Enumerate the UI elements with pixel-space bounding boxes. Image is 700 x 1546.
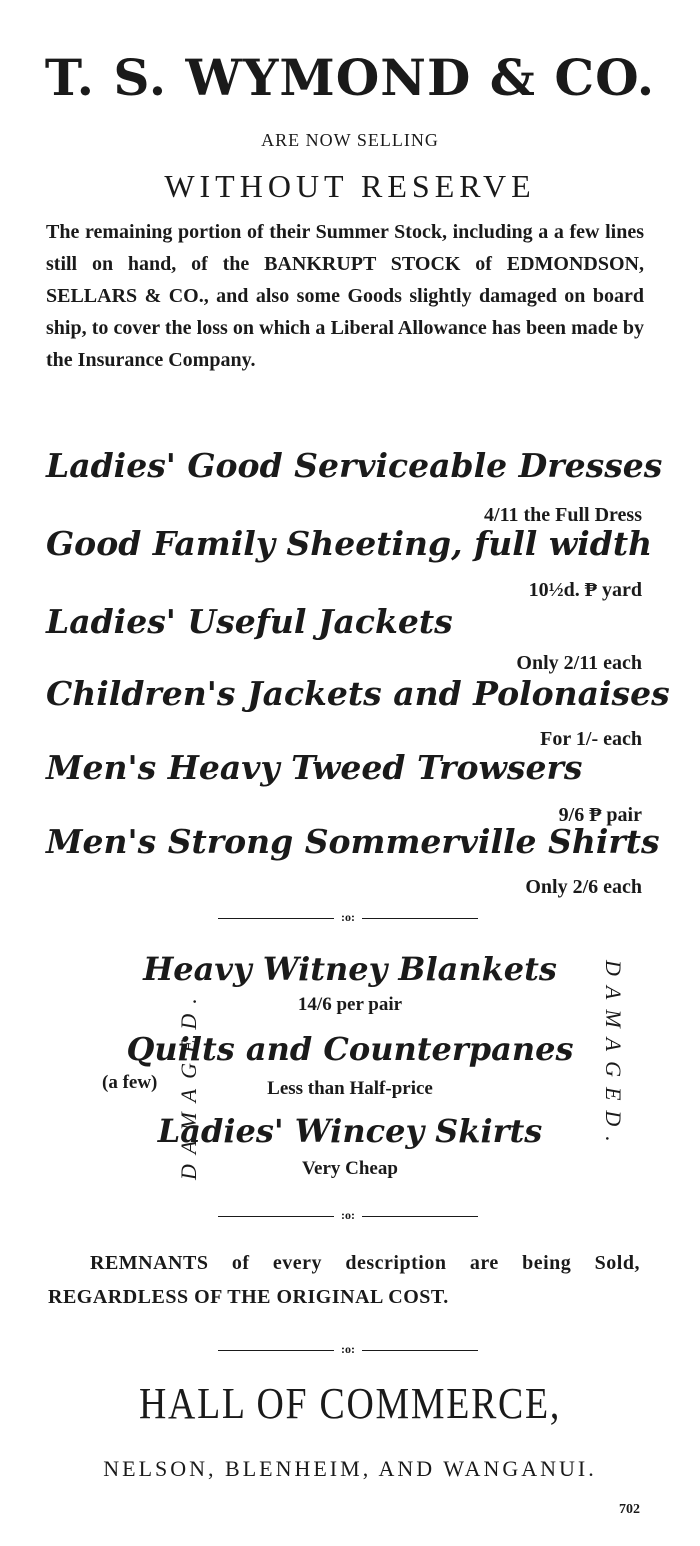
divider-line <box>362 1216 478 1217</box>
divider-mark: :o: <box>341 910 355 924</box>
item-name: Ladies' Good Serviceable Dresses <box>46 446 663 485</box>
divider <box>218 910 478 926</box>
damaged-item-price: Less than Half-price <box>267 1078 433 1099</box>
item-price: 9/6 ₱ pair <box>558 804 642 826</box>
divider <box>218 1342 478 1358</box>
divider-mark: :o: <box>341 1208 355 1222</box>
item-name: Good Family Sheeting, full width <box>46 524 653 563</box>
item-price: Only 2/6 each <box>525 876 642 898</box>
intro-paragraph: The remaining portion of their Summer Stock, including a a few lines still on hand, of the BANKRUPT STOCK of EDMONDSON, SELLARS & CO., and also some Goods slightly damaged on board ship, to cover the loss on which a Liberal Allowance has been made by the Insurance Company. <box>46 221 644 371</box>
item-price: For 1/- each <box>540 728 642 750</box>
damaged-item-name: Heavy Witney Blankets <box>143 950 557 988</box>
item-name: Children's Jackets and Polonaises <box>46 674 670 713</box>
item-price: Only 2/11 each <box>516 652 642 674</box>
town-list: NELSON, BLENHEIM, AND WANGANUI. <box>103 1456 597 1481</box>
subtitle: ARE NOW SELLING <box>261 130 439 150</box>
damaged-label-text: DAMAGED. <box>176 988 201 1180</box>
divider-line <box>362 1350 478 1351</box>
headline: WITHOUT RESERVE <box>164 168 536 204</box>
divider <box>218 1208 478 1224</box>
divider-mark: :o: <box>341 1342 355 1356</box>
damaged-item-price: 14/6 per pair <box>297 994 403 1015</box>
damaged-item-price: Very Cheap <box>302 1158 398 1179</box>
hall-of-commerce: HALL OF COMMERCE, <box>138 1379 562 1428</box>
item-name: Ladies' Useful Jackets <box>46 602 453 641</box>
remnants-line-2: REGARDLESS OF THE ORIGINAL COST. <box>48 1286 449 1308</box>
item-price: 10½d. ₱ yard <box>528 579 642 601</box>
damaged-label-text: DAMAGED. <box>601 960 626 1152</box>
damaged-label-right <box>596 960 636 1192</box>
item-name: Men's Strong Sommerville Shirts <box>46 822 660 861</box>
damaged-item-name: Quilts and Counterpanes <box>126 1030 574 1068</box>
divider-line <box>362 918 478 919</box>
ad-number: 702 <box>619 1502 640 1517</box>
item-name: Men's Heavy Tweed Trowsers <box>46 748 583 787</box>
item-price: 4/11 the Full Dress <box>484 504 642 526</box>
remnants-line-1: REMNANTS of every description are being Sold, <box>90 1252 640 1274</box>
remnants-notice <box>48 1246 640 1314</box>
damaged-item-note: (a few) <box>102 1072 158 1093</box>
damaged-item-name: Ladies' Wincey Skirts <box>157 1112 543 1150</box>
company-title: T. S. WYMOND & CO. <box>44 48 656 107</box>
